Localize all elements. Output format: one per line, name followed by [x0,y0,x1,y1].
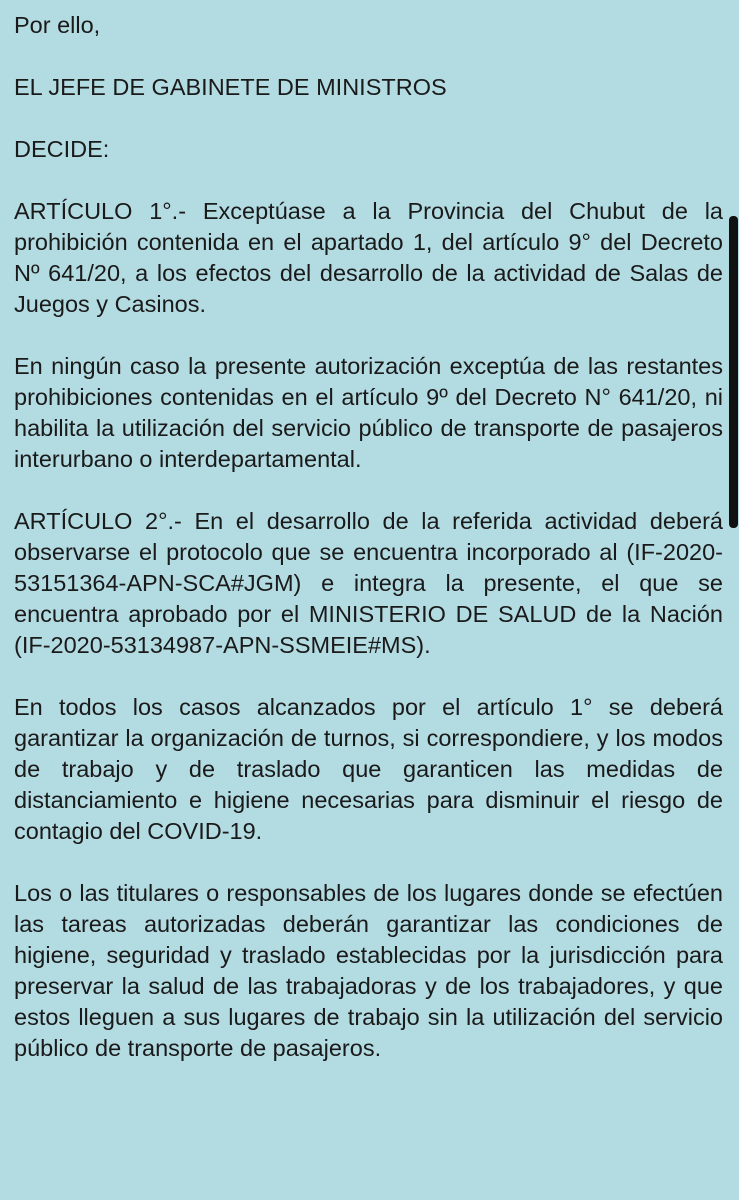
document-body [14,10,723,1095]
authority-heading: EL JEFE DE GABINETE DE MINISTROS [14,74,447,100]
article-2-paragraph: ARTÍCULO 2°.- En el desarrollo de la referida actividad deberá observarse el protocolo que se encuentra incorporado al (IF-2020-53151364-APN-SCA#JGM) e integra la presente, el que se encuentra aprobado por el MINISTERIO DE SALUD de la Nación (IF-2020-53134987-APN-SSMEIE#MS). [14,508,723,658]
article-1-exception-paragraph: En ningún caso la presente autorización exceptúa de las restantes prohibiciones contenidas en el artículo 9º del Decreto N° 641/20, ni habilita la utilización del servicio público de transporte de pasajeros interurbano o interdepartamental. [14,353,723,472]
scrollbar-thumb[interactable] [729,216,738,528]
responsibles-paragraph: Los o las titulares o responsables de los lugares donde se efectúen las tareas autorizadas deberán garantizar las condiciones de higiene, seguridad y traslado establecidas por la jurisdicción para preservar la salud de las trabajadoras y de los trabajadores, y que estos lleguen a sus lugares de trabajo sin la utilización del servicio público de transporte de pasajeros. [14,880,723,1061]
intro-line: Por ello, [14,12,101,38]
article-1-paragraph: ARTÍCULO 1°.- Exceptúase a la Provincia del Chubut de la prohibición contenida en el apartado 1, del artículo 9° del Decreto Nº 641/20, a los efectos del desarrollo de la actividad de Salas de Juegos y Casinos. [14,198,723,317]
decides-heading: DECIDE: [14,136,110,162]
shifts-paragraph: En todos los casos alcanzados por el artículo 1° se deberá garantizar la organización de turnos, si correspondiere, y los modos de trabajo y de traslado que garanticen las medidas de distanciamiento e higiene necesarias para disminuir el riesgo de contagio del COVID-19. [14,694,723,844]
